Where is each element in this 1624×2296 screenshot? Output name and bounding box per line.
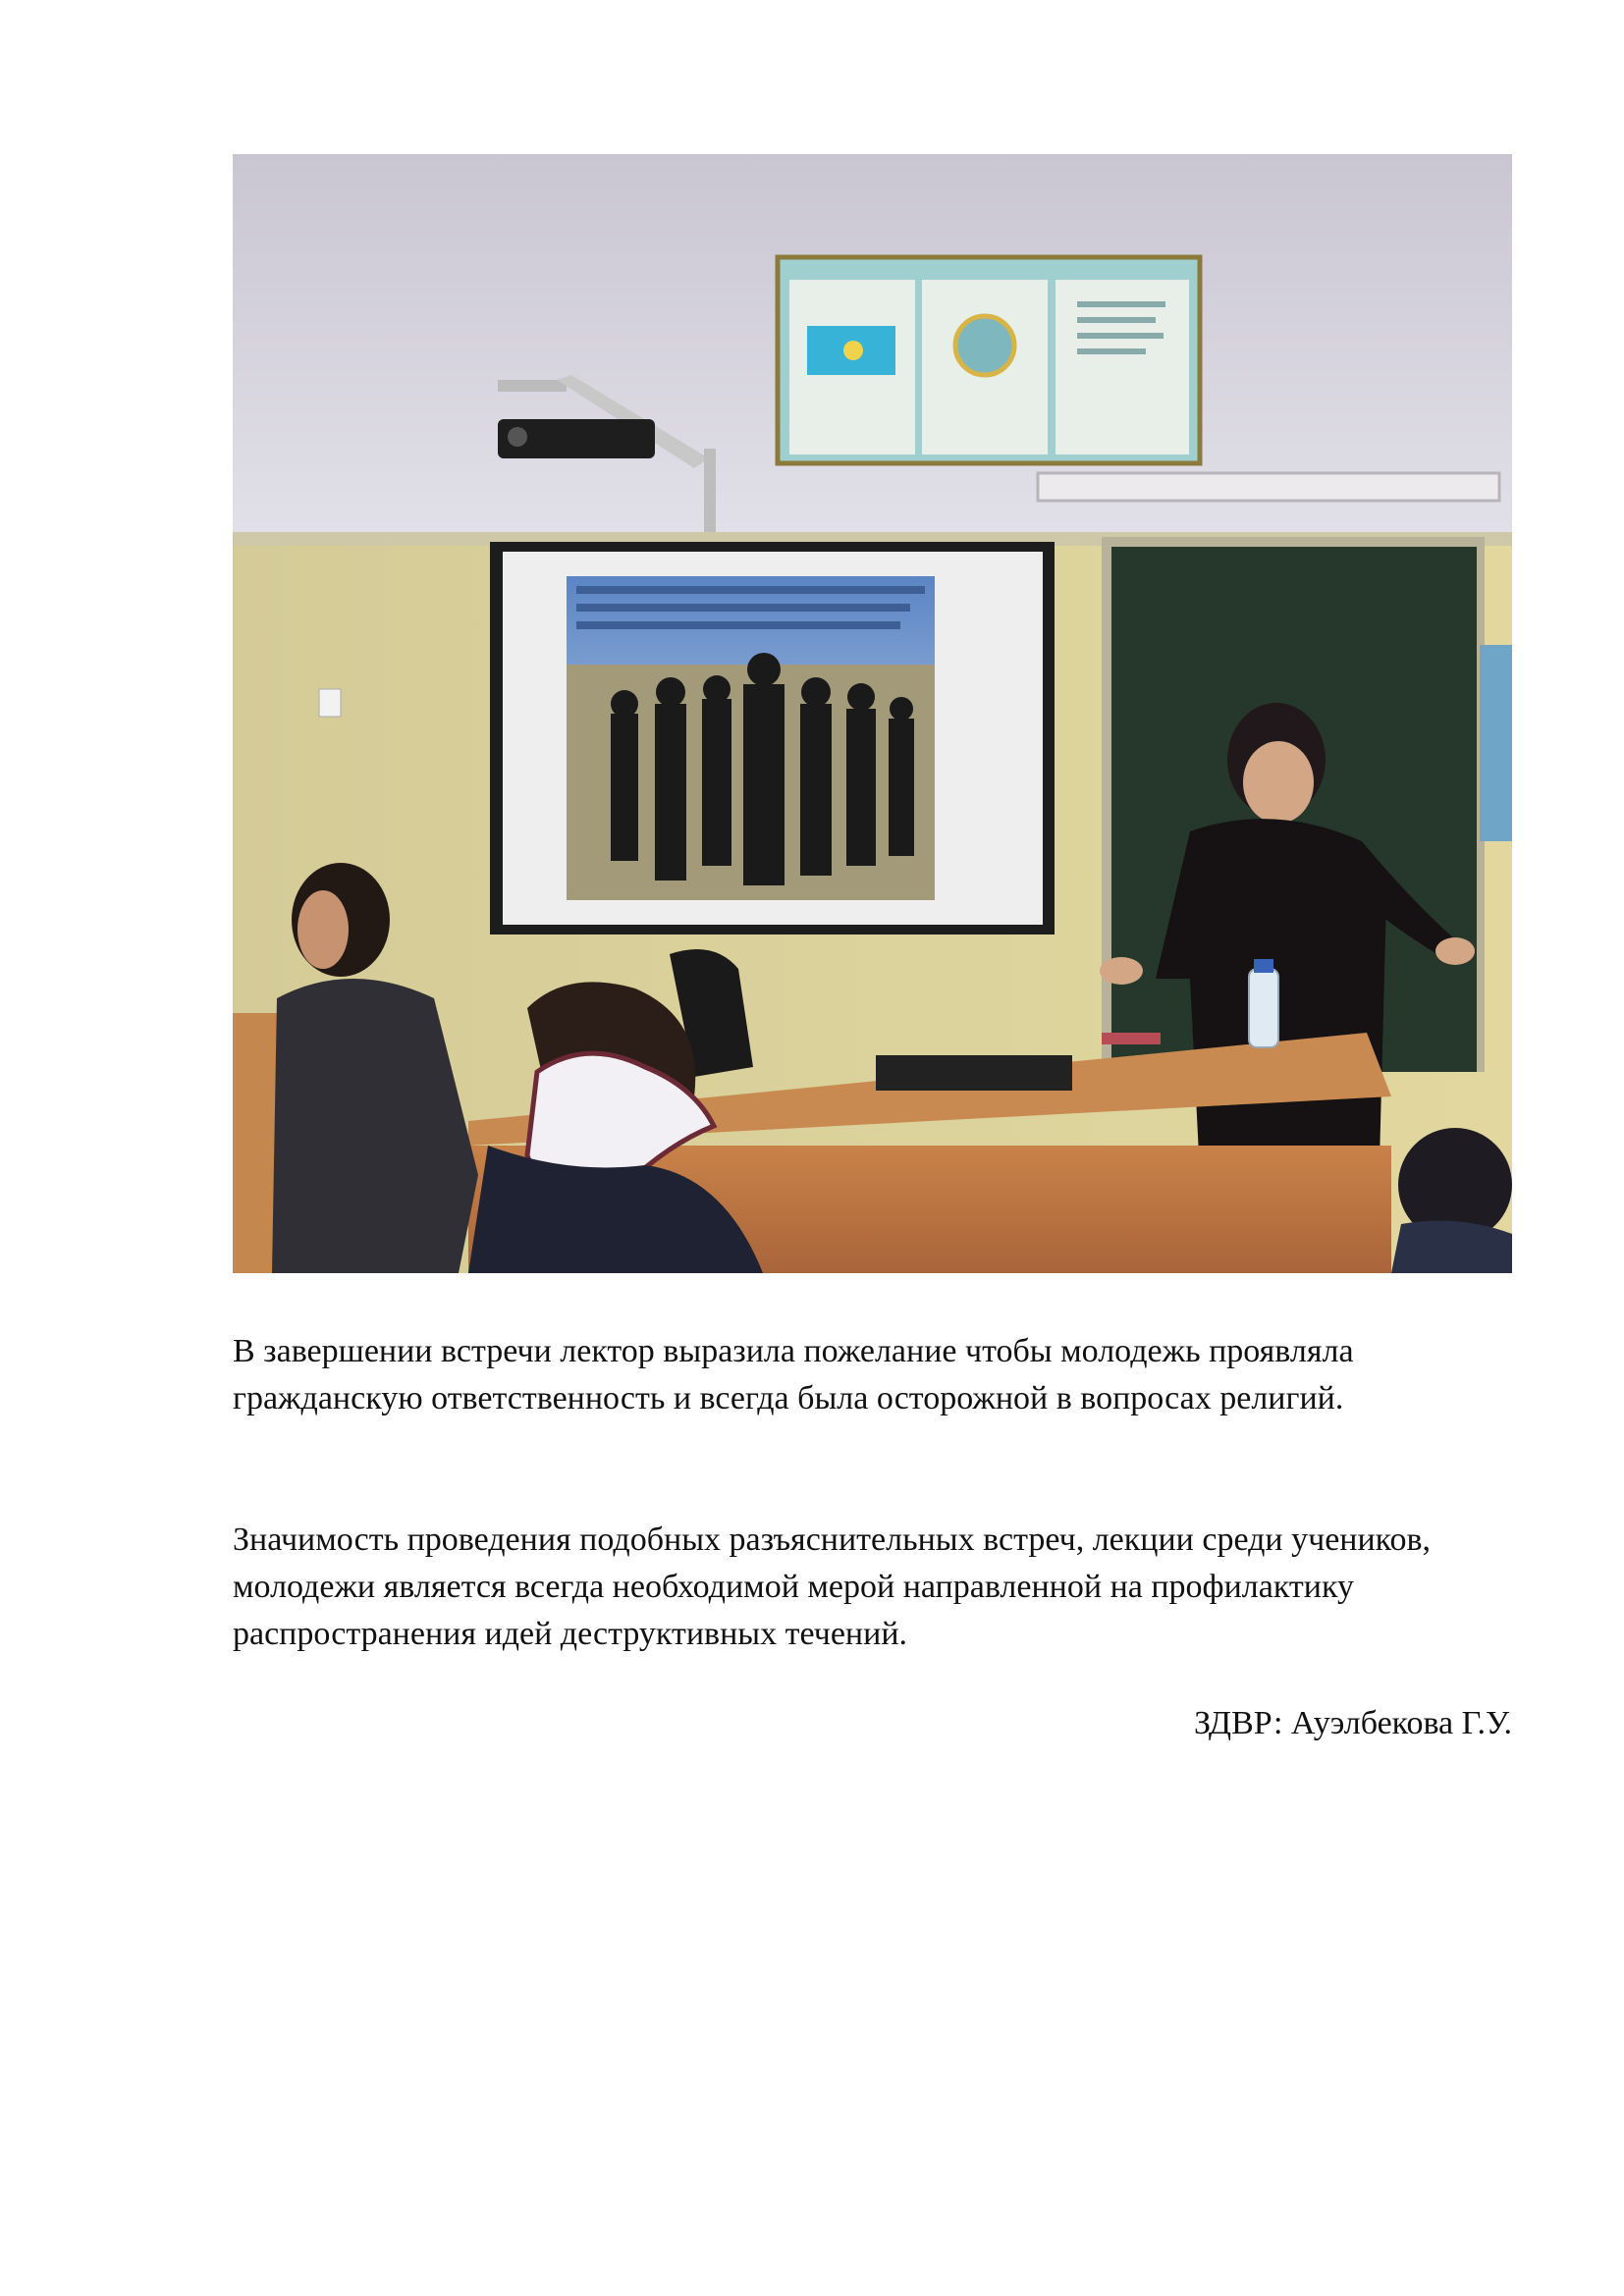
classroom-photo-illustration — [233, 154, 1512, 1273]
significance-paragraph: Значимость проведения подобных разъяснительных встреч, лекции среди учеников, молодежи является всегда необходимой мерой направленной на профилактику распространения идей деструктивных течений. — [233, 1522, 1432, 1652]
author-signature: ЗДВР: Ауэлбекова Г.У. — [1193, 1705, 1512, 1741]
classroom-photo — [233, 154, 1512, 1273]
projection-screen — [490, 542, 1055, 934]
wall-poster — [778, 257, 1200, 463]
closing-paragraph: В завершении встречи лектор выразила пожелание чтобы молодежь проявляла гражданскую ответственность и всегда была осторожной в вопросах религий. — [233, 1333, 1354, 1416]
